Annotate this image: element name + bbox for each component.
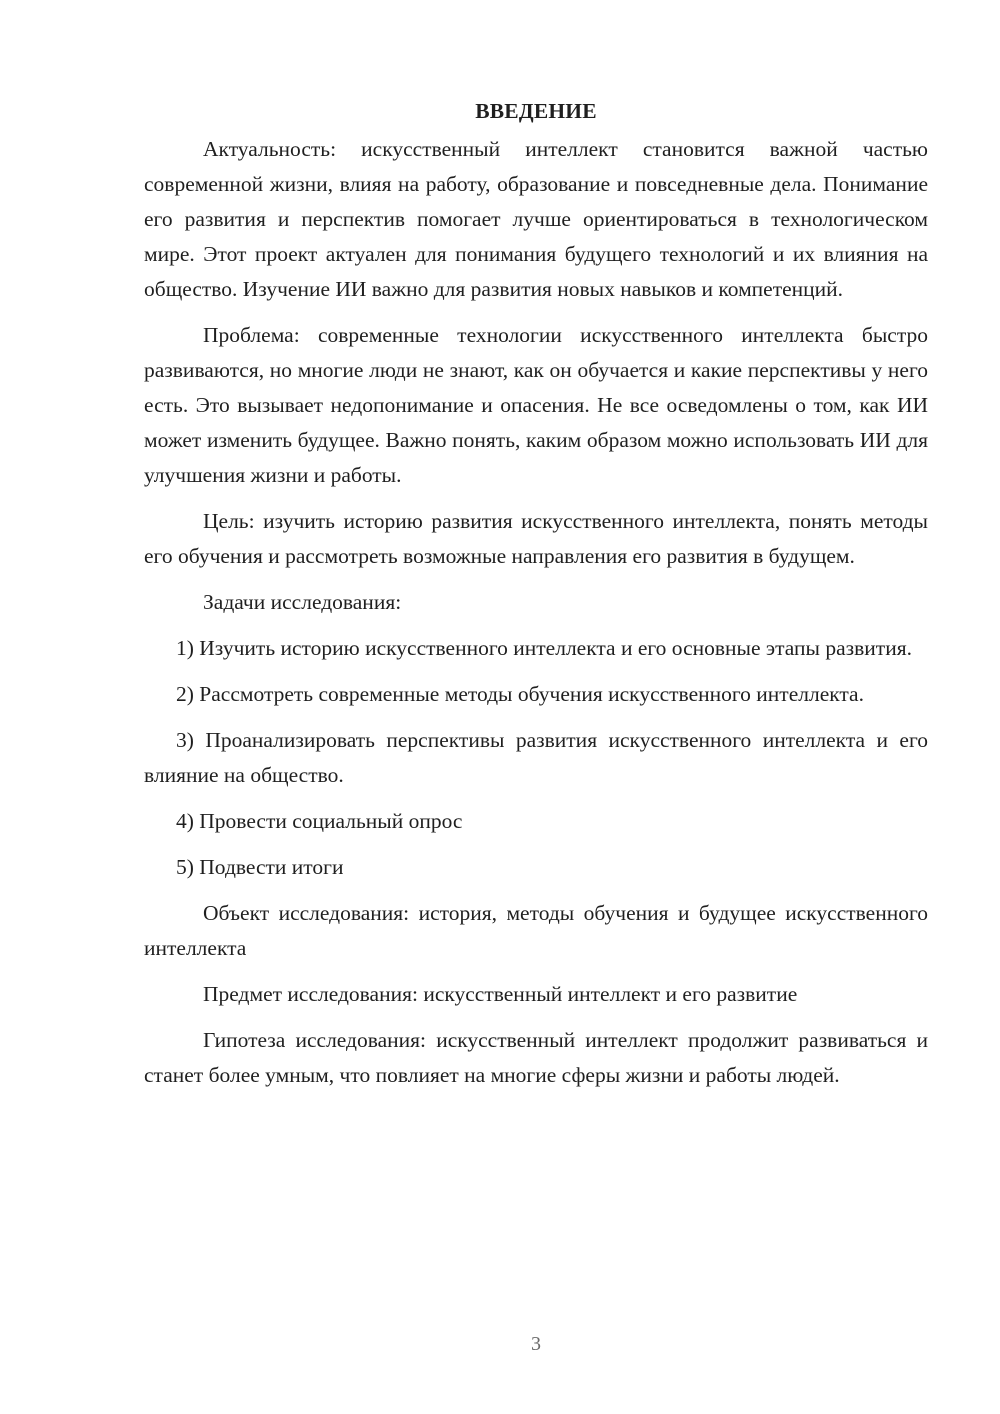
problem-paragraph: Проблема: современные технологии искусственного интеллекта быстро развиваются, но многие люди не знают, как он обучается и какие перспективы у него есть. Это вызывает недопонимание и опасения. Не все осведомлены о том, как ИИ может изменить будущее. Важно понять, каким образом можно использовать ИИ для улучшения жизни и работы. bbox=[144, 323, 928, 487]
task-item-5: 5) Подвести итоги bbox=[176, 855, 344, 879]
page-content bbox=[144, 92, 928, 1093]
task-item-1: 1) Изучить историю искусственного интеллекта и его основные этапы развития. bbox=[176, 636, 912, 660]
page-number: 3 bbox=[531, 1333, 541, 1355]
subject-paragraph: Предмет исследования: искусственный интеллект и его развитие bbox=[203, 982, 798, 1006]
page-title: ВВЕДЕНИЕ bbox=[475, 99, 597, 123]
hypothesis-paragraph: Гипотеза исследования: искусственный интеллект продолжит развиваться и станет более умным, что повлияет на многие сферы жизни и работы людей. bbox=[144, 1028, 928, 1087]
tasks-heading: Задачи исследования: bbox=[203, 590, 402, 614]
task-item-4: 4) Провести социальный опрос bbox=[176, 809, 463, 833]
task-item-3: 3) Проанализировать перспективы развития искусственного интеллекта и его влияние на общество. bbox=[144, 728, 928, 787]
object-paragraph: Объект исследования: история, методы обучения и будущее искусственного интеллекта bbox=[144, 901, 928, 960]
task-item-2: 2) Рассмотреть современные методы обучения искусственного интеллекта. bbox=[176, 682, 864, 706]
goal-paragraph: Цель: изучить историю развития искусственного интеллекта, понять методы его обучения и рассмотреть возможные направления его развития в будущем. bbox=[144, 509, 928, 568]
relevance-paragraph: Актуальность: искусственный интеллект становится важной частью современной жизни, влияя на работу, образование и повседневные дела. Понимание его развития и перспектив помогает лучше ориентироваться в технологическом мире. Этот проект актуален для понимания будущего технологий и их влияния на общество. Изучение ИИ важно для развития новых навыков и компетенций. bbox=[144, 137, 928, 301]
